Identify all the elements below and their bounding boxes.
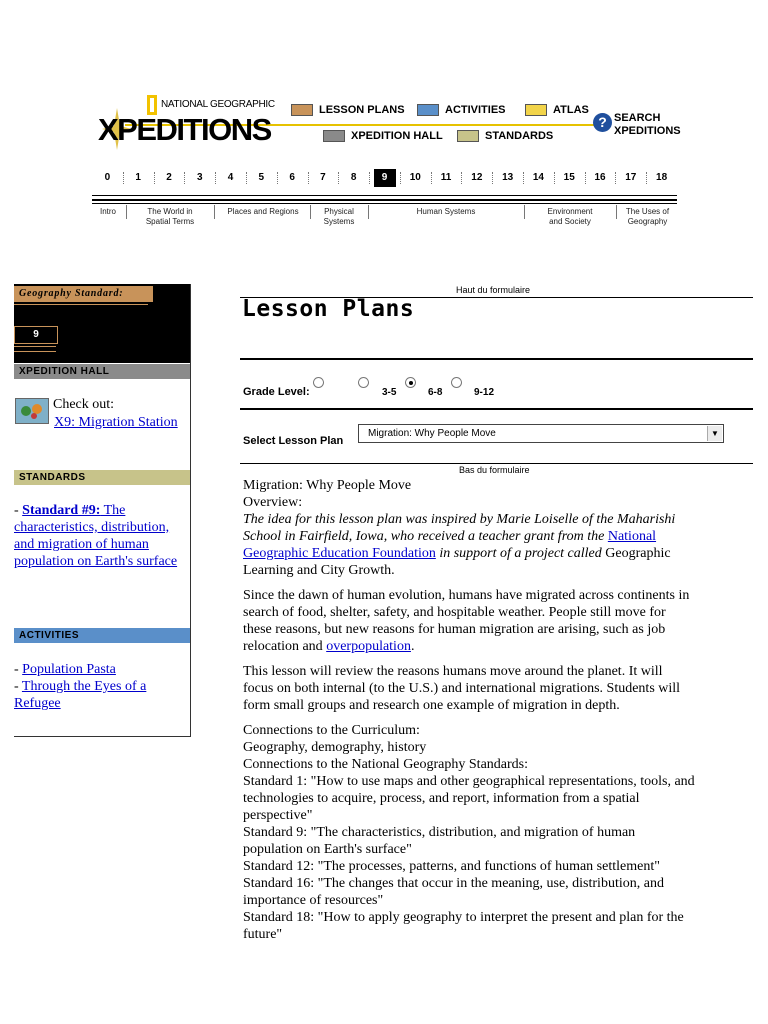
lesson-paragraph-1 — [243, 587, 695, 655]
segment-label: Spatial Terms — [145, 217, 195, 226]
number-separator — [461, 172, 463, 184]
standard-9-link[interactable] — [14, 503, 177, 569]
segment-label: Geography — [627, 217, 668, 226]
divider — [14, 346, 56, 352]
segment-intro[interactable] — [92, 207, 124, 217]
lesson-content — [243, 477, 695, 943]
standard-number-9[interactable]: 9 — [374, 169, 396, 187]
number-separator — [277, 172, 279, 184]
nav-lesson-plans-label: LESSON PLANS — [319, 104, 405, 116]
atlas-swatch — [525, 104, 547, 116]
standard-number-17[interactable]: 17 — [625, 172, 637, 183]
standard-number-6[interactable]: 6 — [289, 172, 295, 183]
segment-label: Places and Regions — [227, 207, 299, 216]
standard-number-8[interactable]: 8 — [350, 172, 357, 183]
standard-number-18[interactable]: 18 — [656, 172, 668, 183]
number-separator — [184, 172, 186, 184]
intro-text-a: The idea for this lesson plan was inspired by Marie Loiselle of the Maharishi School in Fairfield, Iowa, who received a teacher grant from the — [243, 512, 676, 544]
lesson-intro — [243, 511, 695, 579]
segment-divider — [126, 205, 127, 219]
standard-number-11[interactable]: 11 — [440, 172, 452, 183]
para1-text: Since the dawn of human evolution, humans have migrated across continents in search of food, shelter, safety, and hospitable weather. People still move for these reasons, but new reasons for human migration are arising, such as job relocation and — [243, 588, 690, 654]
segment-label: The World in — [147, 207, 193, 216]
number-separator — [585, 172, 587, 184]
divider — [92, 203, 677, 204]
divider — [14, 304, 148, 312]
grade-radio-all[interactable] — [313, 377, 324, 388]
standard-number-3[interactable]: 3 — [196, 172, 203, 183]
number-separator — [338, 172, 340, 184]
lesson-paragraph-2: This lesson will review the reasons humans move around the planet. It will focus on both internal (to the U.S.) and international migrations. Students will form small groups and research one example of migration in depth. — [243, 664, 681, 713]
divider — [92, 195, 677, 196]
standard-item-12: Standard 12: "The processes, patterns, and functions of human settlement" — [243, 859, 660, 874]
standard-number-16[interactable]: 16 — [594, 172, 606, 183]
grade-9-12-label: 9-12 — [474, 387, 495, 398]
nav-standards-label: STANDARDS — [485, 130, 554, 142]
segment-divider — [616, 205, 617, 219]
nav-xpedition-hall[interactable] — [323, 130, 447, 142]
search-xpeditions-link[interactable] — [614, 112, 681, 138]
standards-header: STANDARDS — [14, 470, 190, 485]
number-separator — [431, 172, 433, 184]
standard-number-badge: 9 — [14, 326, 58, 344]
standard-item-16: Standard 16: "The changes that occur in the meaning, use, distribution, and importance of resources" — [243, 876, 664, 908]
segment-label: Physical — [324, 207, 354, 216]
grade-level-label: Grade Level: — [243, 386, 310, 398]
standard-number-12[interactable]: 12 — [471, 172, 483, 183]
standard-9-link-text: The characteristics, distribution, and migration of human population on Earth's surface — [14, 503, 178, 569]
number-separator — [154, 172, 156, 184]
activities-swatch — [417, 104, 439, 116]
education-foundation-link[interactable]: National Geographic Education Foundation — [243, 529, 657, 561]
standard-number-0[interactable]: 0 — [104, 172, 111, 183]
segment-divider — [368, 205, 369, 219]
question-mark-search-icon[interactable]: ? — [593, 113, 612, 132]
standards-swatch — [457, 130, 479, 142]
list-item: - Population Pasta — [14, 662, 116, 677]
sidebar-standard-header — [14, 284, 190, 363]
standard-number-4[interactable]: 4 — [227, 172, 234, 183]
segment-uses-of-geography[interactable] — [618, 207, 677, 227]
number-separator — [246, 172, 248, 184]
standard-number-15[interactable]: 15 — [563, 172, 575, 183]
standard-number-10[interactable]: 10 — [409, 172, 421, 183]
segment-divider — [214, 205, 215, 219]
standard-item-1: Standard 1: "How to use maps and other geographical representations, tools, and technologies to acquire, process, and report, information from a spatial perspective" — [243, 774, 695, 823]
nav-activities-label: ACTIVITIES — [445, 104, 506, 116]
connections-text: Geography, demography, history — [243, 740, 427, 755]
segment-divider — [524, 205, 525, 219]
xpeditions-logo[interactable]: XPEDITIONS — [98, 112, 271, 147]
standard-number-13[interactable]: 13 — [502, 172, 514, 183]
form-bottom-label: Bas du formulaire — [459, 465, 530, 475]
number-separator — [123, 172, 125, 184]
segment-label: Systems — [323, 217, 355, 226]
number-separator — [492, 172, 494, 184]
standard-number-5[interactable]: 5 — [258, 172, 265, 183]
segment-label: Human Systems — [416, 207, 476, 216]
nav-activities[interactable] — [417, 104, 510, 116]
segment-label: Environment — [547, 207, 593, 216]
eyes-of-refugee-link[interactable]: Through the Eyes of a Refugee — [14, 679, 147, 711]
natgeo-label: NATIONAL GEOGRAPHIC — [161, 99, 275, 110]
population-pasta-link[interactable]: Population Pasta — [22, 662, 116, 677]
nav-lesson-plans[interactable] — [291, 104, 409, 116]
lesson-plans-swatch — [291, 104, 313, 116]
grade-radio-6-8[interactable] — [405, 377, 416, 388]
nav-standards[interactable] — [457, 130, 557, 142]
divider — [240, 463, 753, 464]
activities-header: ACTIVITIES — [14, 628, 190, 643]
divider — [92, 199, 677, 201]
chevron-down-icon[interactable]: ▼ — [707, 426, 722, 441]
grade-6-8-label: 6-8 — [428, 387, 443, 398]
lesson-plan-select[interactable] — [358, 424, 724, 443]
grade-radio-9-12[interactable] — [451, 377, 462, 388]
lesson-plan-select-value: Migration: Why People Move — [368, 428, 496, 439]
activities-list — [14, 661, 186, 712]
number-separator — [646, 172, 648, 184]
number-separator — [615, 172, 617, 184]
number-separator — [554, 172, 556, 184]
standard-number-1[interactable]: 1 — [135, 172, 141, 183]
nav-atlas[interactable] — [525, 104, 593, 116]
overview-label: Overview: — [243, 495, 303, 510]
divider — [240, 358, 753, 360]
segment-divider — [310, 205, 311, 219]
xpedition-hall-swatch — [323, 130, 345, 142]
number-separator — [523, 172, 525, 184]
nav-xpedition-hall-label: XPEDITION HALL — [351, 130, 443, 142]
number-separator — [308, 172, 310, 184]
standard-9-link-bold: Standard #9: — [22, 503, 101, 518]
number-separator — [215, 172, 217, 184]
standard-item-18: Standard 18: "How to apply geography to interpret the present and plan for the future" — [243, 910, 684, 942]
grade-3-5-label: 3-5 — [382, 387, 397, 398]
overpopulation-link[interactable]: overpopulation — [326, 639, 411, 654]
page-title: Lesson Plans — [242, 296, 415, 322]
x9-migration-station-link[interactable]: X9: Migration Station — [54, 415, 178, 430]
segment-places-regions[interactable] — [216, 207, 310, 217]
standard-number-14[interactable]: 14 — [532, 172, 544, 183]
number-separator — [369, 172, 371, 184]
divider — [240, 408, 753, 410]
sidebar — [14, 284, 191, 737]
check-out-label: Check out: — [53, 397, 115, 412]
connections-label: Connections to the Curriculum: — [243, 723, 420, 738]
search-line-1: SEARCH — [614, 112, 661, 124]
search-line-2: XPEDITIONS — [614, 125, 681, 137]
segment-label: and Society — [549, 217, 591, 226]
para1-end: . — [410, 639, 415, 654]
standards-number-bar — [92, 169, 677, 189]
intro-text-b: in support of a project called — [435, 546, 606, 561]
grade-radio-3-5[interactable] — [358, 377, 369, 388]
number-separator — [400, 172, 402, 184]
lesson-title: Migration: Why People Move — [243, 478, 412, 493]
nav-atlas-label: ATLAS — [553, 104, 589, 116]
segment-physical-systems[interactable] — [312, 207, 366, 227]
select-lesson-plan-label: Select Lesson Plan — [243, 435, 344, 447]
geography-standard-label: Geography Standard: — [14, 286, 153, 302]
segment-world-spatial[interactable] — [128, 207, 212, 227]
segment-human-systems[interactable] — [370, 207, 522, 217]
xpedition-hall-header: XPEDITION HALL — [14, 364, 190, 379]
standard-item-9: Standard 9: "The characteristics, distribution, and migration of human population on Earth's surface" — [243, 825, 636, 857]
list-item: - Through the Eyes of a Refugee — [14, 679, 147, 711]
intro-text-c: Geographic Learning and City Growth. — [243, 546, 671, 578]
standard-number-7[interactable]: 7 — [320, 172, 326, 183]
standard-9-link-block: - Standard #9: The characteristics, distribution, and migration of human population on Earth's surface — [14, 503, 178, 569]
segment-label: The Uses of — [625, 207, 670, 216]
standards-connections-label: Connections to the National Geography Standards: — [243, 757, 528, 772]
form-top-label: Haut du formulaire — [456, 285, 531, 295]
segment-label: Intro — [99, 207, 116, 216]
standard-number-2[interactable]: 2 — [166, 172, 172, 183]
segment-environment-society[interactable] — [526, 207, 614, 227]
